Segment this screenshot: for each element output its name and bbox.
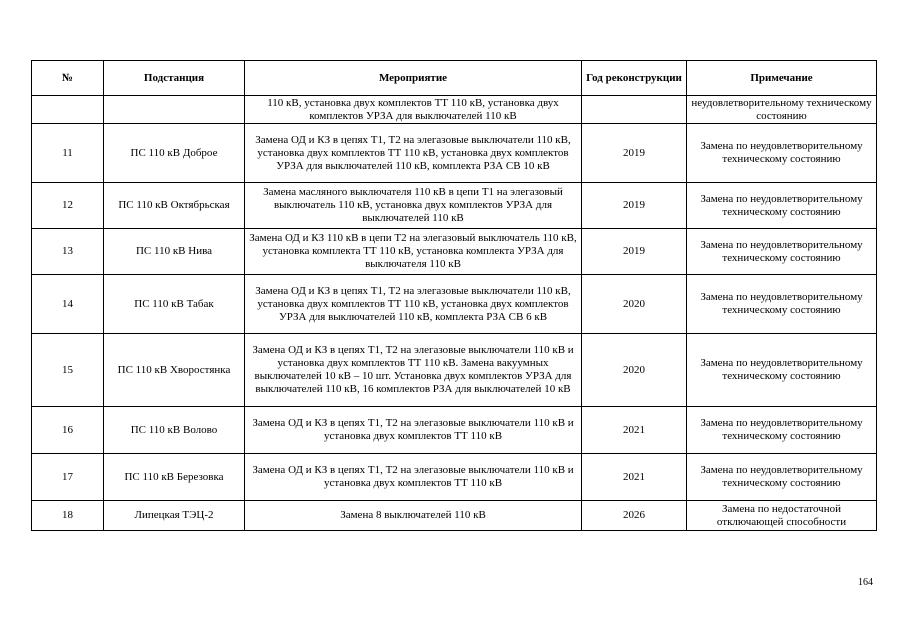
- cell-num: 18: [32, 501, 104, 531]
- table-row: [32, 183, 877, 229]
- cell-measure: Замена ОД и КЗ в цепях Т1, Т2 на элегазовые выключатели 110 кВ, установка двух комплектов ТТ 110 кВ, установка двух комплектов УРЗА для выключателей 110 кВ, комплекта РЗА СВ 10 кВ: [245, 124, 582, 183]
- cell-note: неудовлетворительному техническому состоянию: [687, 96, 877, 124]
- page-number: 164: [858, 577, 873, 588]
- cell-substation: ПС 110 кВ Табак: [104, 275, 245, 334]
- header-note: Примечание: [687, 61, 877, 96]
- cell-note: Замена по неудовлетворительному техническому состоянию: [687, 454, 877, 501]
- table-row: [32, 334, 877, 407]
- cell-year: 2021: [582, 407, 687, 454]
- cell-note: Замена по недостаточной отключающей способности: [687, 501, 877, 531]
- cell-substation: ПС 110 кВ Хворостянка: [104, 334, 245, 407]
- table-row: [32, 96, 877, 124]
- cell-num: [32, 96, 104, 124]
- header-year: Год реконструкции: [582, 61, 687, 96]
- cell-measure: Замена ОД и КЗ 110 кВ в цепи Т2 на элегазовый выключатель 110 кВ, установка комплекта ТТ 110 кВ, установка комплекта УРЗА для выключателя 110 кВ: [245, 229, 582, 275]
- table-row: [32, 229, 877, 275]
- cell-substation: ПС 110 кВ Октябрьская: [104, 183, 245, 229]
- cell-num: 11: [32, 124, 104, 183]
- cell-year: 2019: [582, 124, 687, 183]
- cell-num: 14: [32, 275, 104, 334]
- cell-substation: ПС 110 кВ Доброе: [104, 124, 245, 183]
- cell-year: 2019: [582, 183, 687, 229]
- cell-num: 12: [32, 183, 104, 229]
- header-measure: Мероприятие: [245, 61, 582, 96]
- cell-year: 2020: [582, 275, 687, 334]
- header-num: №: [32, 61, 104, 96]
- table-row: [32, 275, 877, 334]
- cell-substation: ПС 110 кВ Волово: [104, 407, 245, 454]
- cell-substation: Липецкая ТЭЦ-2: [104, 501, 245, 531]
- cell-measure: Замена ОД и КЗ в цепях Т1, Т2 на элегазовые выключатели 110 кВ и установка двух комплектов ТТ 110 кВ: [245, 454, 582, 501]
- cell-note: Замена по неудовлетворительному техническому состоянию: [687, 183, 877, 229]
- cell-measure: Замена ОД и КЗ в цепях Т1, Т2 на элегазовые выключатели 110 кВ и установка двух комплектов ТТ 110 кВ: [245, 407, 582, 454]
- cell-measure: Замена масляного выключателя 110 кВ в цепи Т1 на элегазовый выключатель 110 кВ, установка двух комплектов УРЗА для выключателей 110 кВ: [245, 183, 582, 229]
- cell-year: 2026: [582, 501, 687, 531]
- cell-substation: ПС 110 кВ Березовка: [104, 454, 245, 501]
- cell-substation: ПС 110 кВ Нива: [104, 229, 245, 275]
- cell-note: Замена по неудовлетворительному техническому состоянию: [687, 407, 877, 454]
- cell-num: 17: [32, 454, 104, 501]
- table-row: [32, 501, 877, 531]
- cell-measure: 110 кВ, установка двух комплектов ТТ 110 кВ, установка двух комплектов УРЗА для выключателей 110 кВ: [245, 96, 582, 124]
- cell-note: Замена по неудовлетворительному техническому состоянию: [687, 275, 877, 334]
- substation-measures-table: [31, 60, 877, 531]
- table-row: [32, 124, 877, 183]
- table-header-row: [32, 61, 877, 96]
- cell-measure: Замена 8 выключателей 110 кВ: [245, 501, 582, 531]
- cell-num: 15: [32, 334, 104, 407]
- cell-note: Замена по неудовлетворительному техническому состоянию: [687, 229, 877, 275]
- cell-year: [582, 96, 687, 124]
- cell-measure: Замена ОД и КЗ в цепях Т1, Т2 на элегазовые выключатели 110 кВ и установка двух комплектов ТТ 110 кВ. Замена вакуумных выключателей 10 кВ – 10 шт. Установка двух комплектов УРЗА для выключателей 110 кВ, 16 комплектов РЗА для выключателей 10 кВ: [245, 334, 582, 407]
- table-row: [32, 407, 877, 454]
- cell-num: 16: [32, 407, 104, 454]
- header-substation: Подстанция: [104, 61, 245, 96]
- cell-measure: Замена ОД и КЗ в цепях Т1, Т2 на элегазовые выключатели 110 кВ, установка двух комплектов ТТ 110 кВ, установка двух комплектов УРЗА для выключателей 110 кВ, комплекта РЗА СВ 6 кВ: [245, 275, 582, 334]
- table-row: [32, 454, 877, 501]
- cell-note: Замена по неудовлетворительному техническому состоянию: [687, 124, 877, 183]
- cell-year: 2019: [582, 229, 687, 275]
- cell-note: Замена по неудовлетворительному техническому состоянию: [687, 334, 877, 407]
- cell-year: 2021: [582, 454, 687, 501]
- cell-substation: [104, 96, 245, 124]
- cell-num: 13: [32, 229, 104, 275]
- cell-year: 2020: [582, 334, 687, 407]
